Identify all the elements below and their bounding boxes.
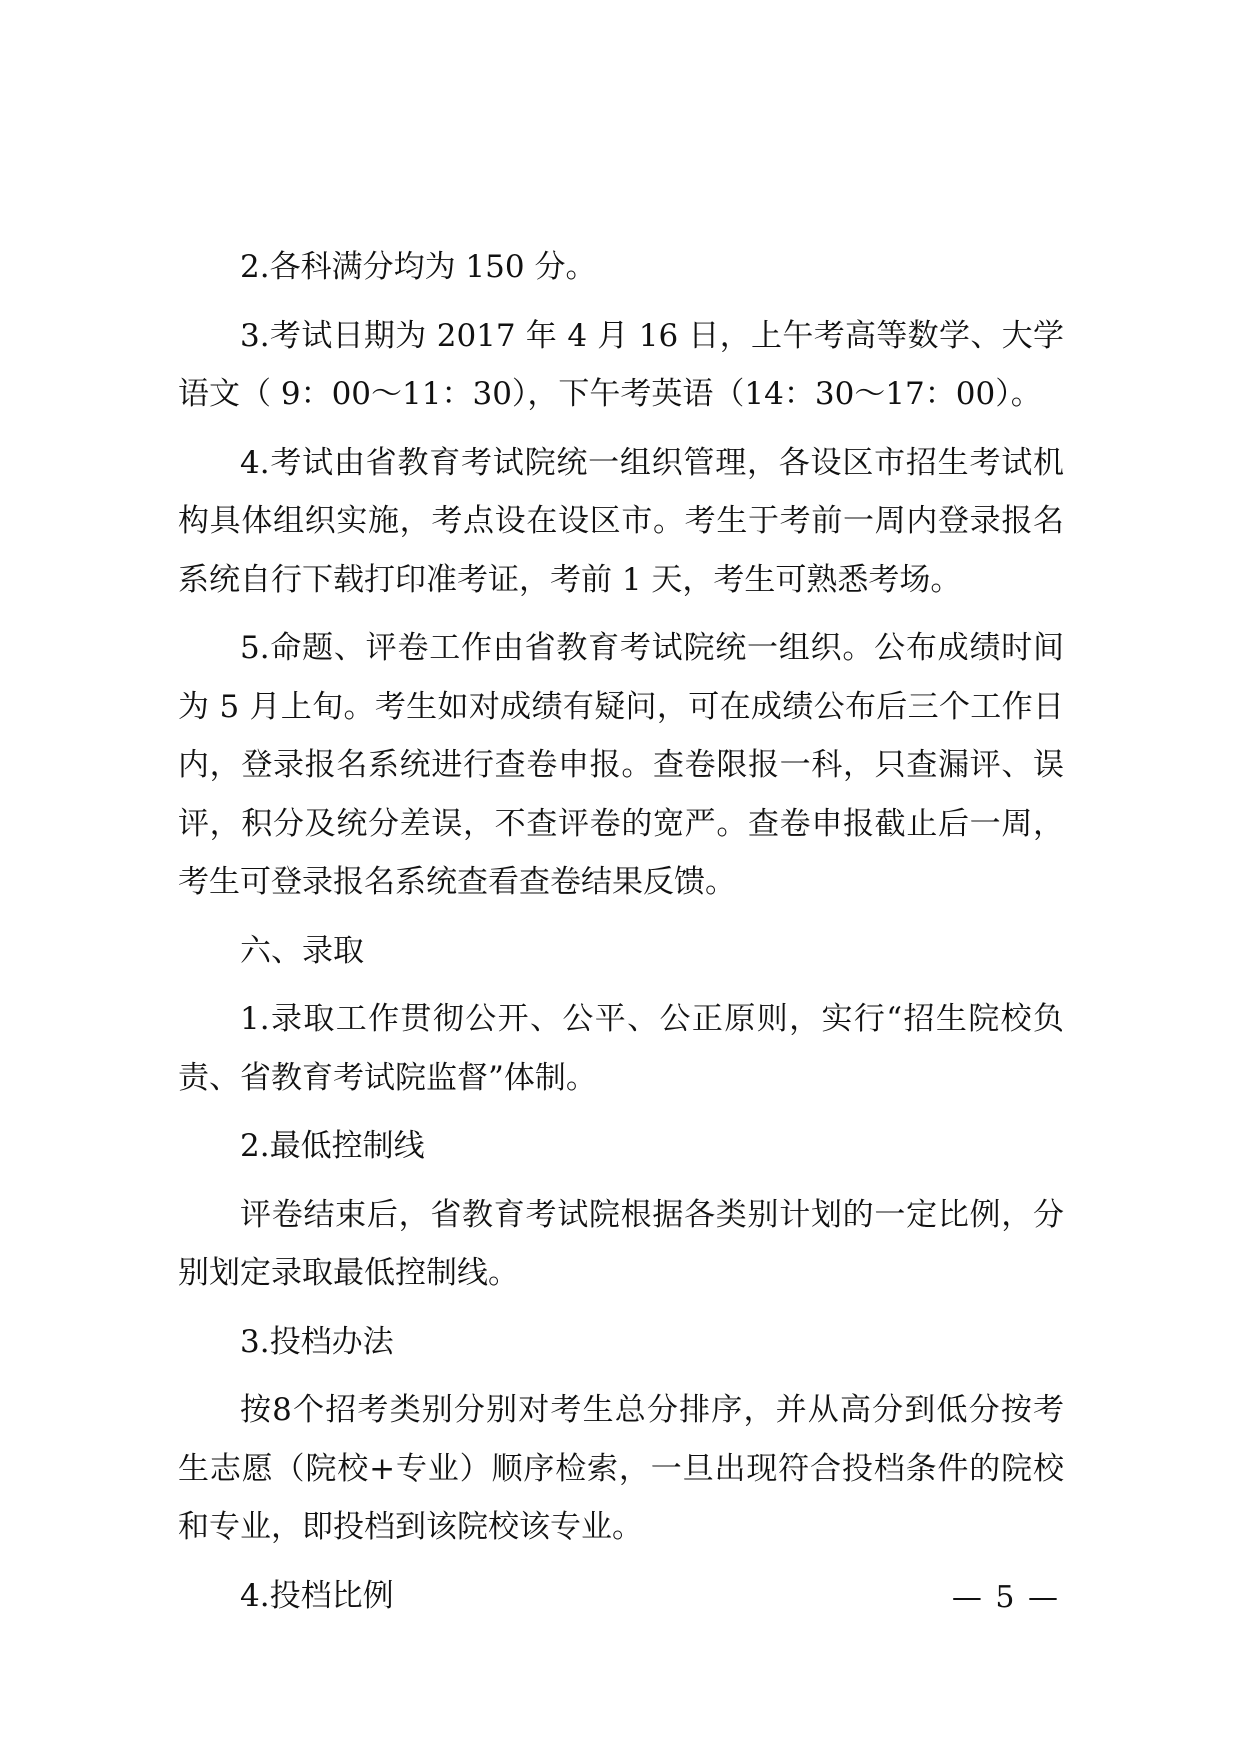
paragraph-exam-date: 3.考试日期为 2017 年 4 月 16 日，上午考高等数学、大学语文（ 9：00～11：30），下午考英语（14：30～17：00）。 bbox=[178, 317, 1064, 412]
paragraph-grading-review: 5.命题、评卷工作由省教育考试院统一组织。公布成绩时间为 5 月上旬。考生如对成绩有疑问，可在成绩公布后三个工作日内，登录报名系统进行查卷申报。查卷限报一科，只查漏评、误评，积分及统分差误，不查评卷的宽严。查卷申报截止后一周，考生可登录报名系统查看查卷结果反馈。 bbox=[178, 630, 1064, 900]
paragraph-admission-principle: 1.录取工作贯彻公开、公平、公正原则，实行“招生院校负责、省教育考试院监督”体制。 bbox=[178, 1001, 1064, 1096]
body-text bbox=[178, 238, 1064, 1625]
subheading-filing-ratio: 4.投档比例 bbox=[240, 1577, 394, 1614]
section-heading-admission: 六、录取 bbox=[240, 932, 364, 969]
paragraph-minimum-line: 评卷结束后，省教育考试院根据各类别计划的一定比例，分别划定录取最低控制线。 bbox=[178, 1196, 1064, 1291]
subheading-filing-method: 3.投档办法 bbox=[240, 1323, 394, 1360]
page-number: — 5 — bbox=[951, 1580, 1060, 1615]
paragraph-full-score: 2.各科满分均为 150 分。 bbox=[240, 249, 597, 285]
paragraph-filing-method: 按8个招考类别分别对考生总分排序，并从高分到低分按考生志愿（院校+专业）顺序检索，一旦出现符合投档条件的院校和专业，即投档到该院校该专业。 bbox=[178, 1392, 1064, 1545]
paragraph-exam-organization: 4.考试由省教育考试院统一组织管理，各设区市招生考试机构具体组织实施，考点设在设区市。考生于考前一周内登录报名系统自行下载打印准考证，考前 1 天，考生可熟悉考场。 bbox=[178, 444, 1064, 598]
subheading-minimum-line: 2.最低控制线 bbox=[240, 1128, 425, 1164]
